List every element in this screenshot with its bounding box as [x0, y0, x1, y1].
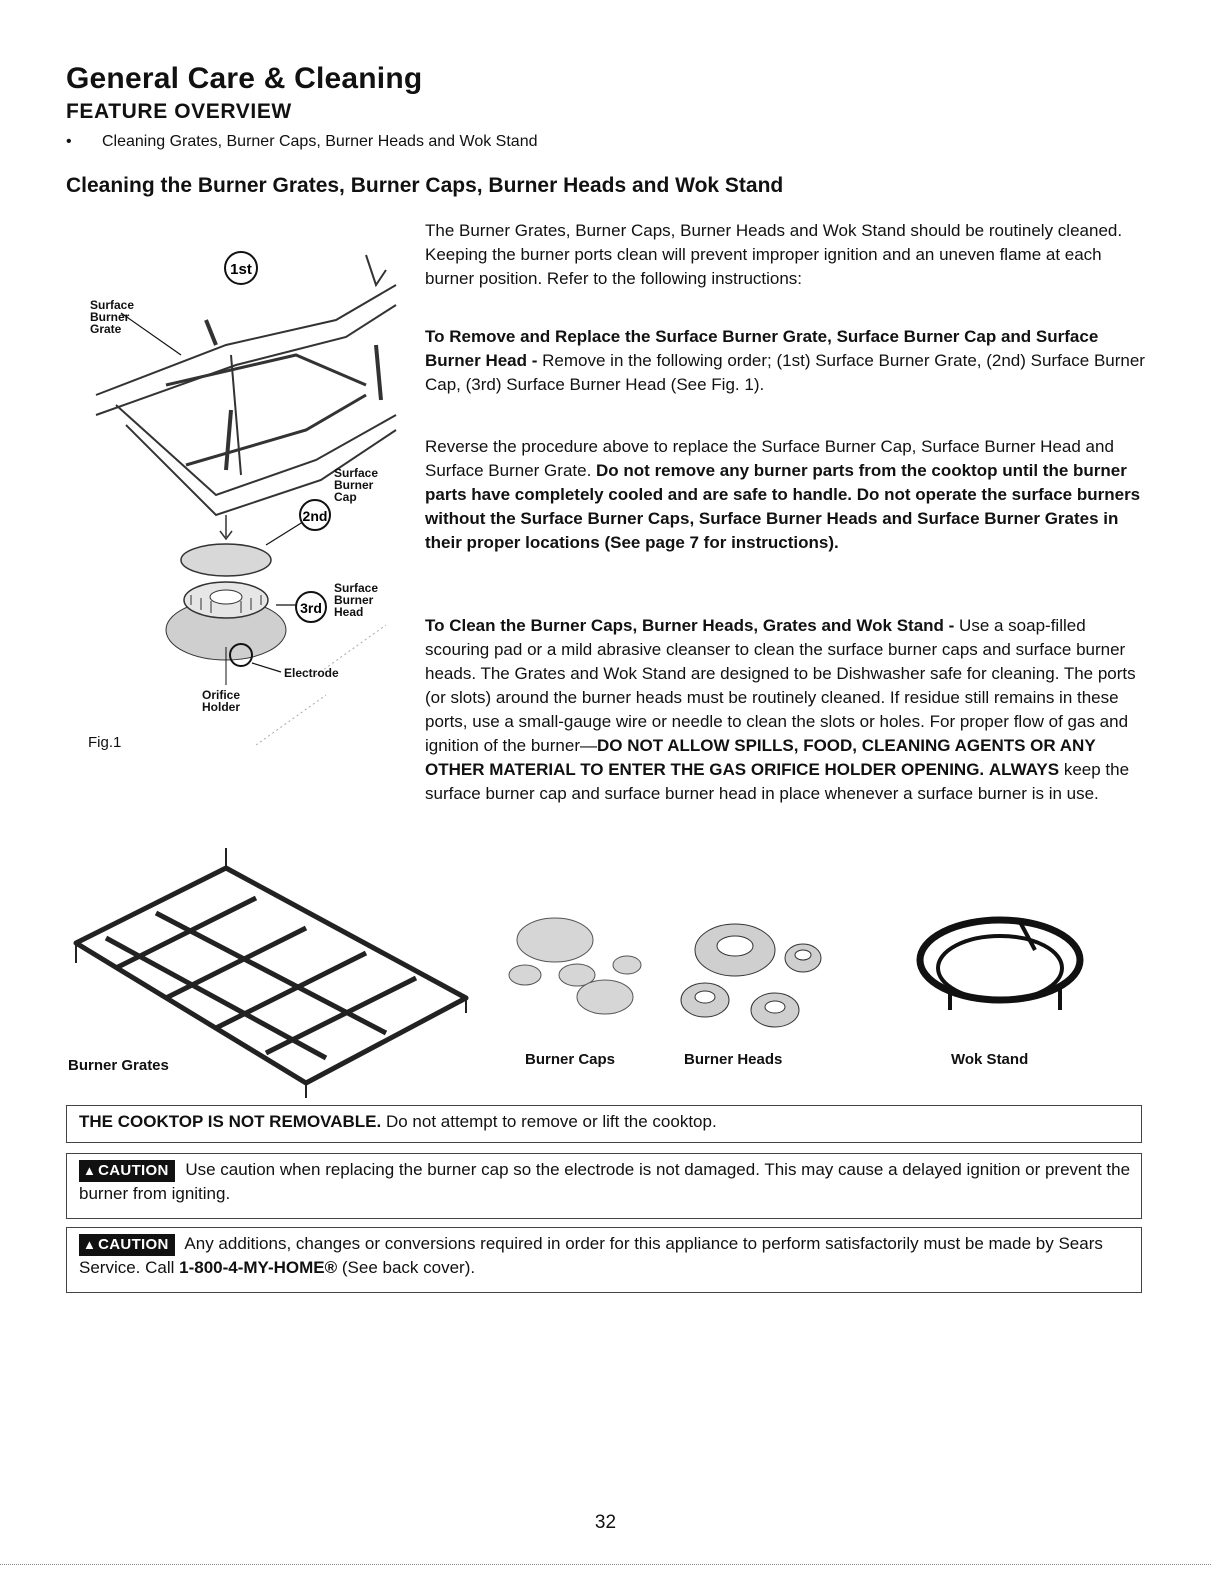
sears-phone: 1-800-4-MY-HOME® [179, 1258, 338, 1277]
not-removable-text: Do not attempt to remove or lift the cooktop. [381, 1112, 717, 1131]
section-subtitle: FEATURE OVERVIEW [66, 100, 292, 123]
clean-paragraph [425, 614, 1150, 806]
clean-warning: DO NOT ALLOW SPILLS, FOOD, CLEANING AGENTS OR ANY OTHER MATERIAL TO ENTER THE GAS ORIFICE HOLDER OPENING. [425, 736, 1096, 779]
not-removable-notice [66, 1105, 1142, 1143]
bullet-text: Cleaning Grates, Burner Caps, Burner Heads and Wok Stand [102, 133, 538, 150]
warning-triangle-icon: ▲ [83, 1237, 97, 1252]
clean-heading: To Clean the Burner Caps, Burner Heads, Grates and Wok Stand - [425, 616, 955, 635]
caution1-text: Use caution when replacing the burner cap so the electrode is not damaged. This may cause a delayed ignition or prevent the burner from igniting. [79, 1160, 1131, 1203]
burner-caps-caption: Burner Caps [525, 1051, 616, 1068]
clean-text: Use a soap-filled scouring pad or a mild abrasive cleanser to clean the surface burner caps and surface burner heads. The Grates and Wok Stand are designed to be Dishwasher safe for cleaning. The ports (or slots) around the burner heads must be routinely cleaned. If residue still remains in these ports, use a small-gauge wire or needle to clean the slots or holes. For proper flow of gas and ignition of the burner [425, 616, 1136, 755]
burner-grates-caption: Burner Grates [68, 1057, 169, 1074]
feature-bullet [66, 133, 538, 151]
step-1st-text: 1st [230, 261, 252, 278]
footer-divider [0, 1564, 1211, 1565]
head-label-2: Burner [334, 593, 374, 607]
grate-label-3: Grate [90, 322, 122, 336]
intro-paragraph: The Burner Grates, Burner Caps, Burner Heads and Wok Stand should be routinely cleaned. Keeping the burner ports clean will prevent improper ignition and an uneven flame at each burner position. Refer to the following instructions: [425, 221, 1123, 288]
caution-badge [79, 1234, 175, 1256]
step-3rd-marker [296, 592, 326, 622]
caution2-text: Any additions, changes or conversions required in order for this appliance to perform satisfactorily must be made by Sears Service. Call [79, 1234, 1103, 1277]
reverse-warning: Do not remove any burner parts from the cooktop until the burner parts have completely cooled and are safe to handle. Do not operate the surface burners without the Surface Burner Caps, Surface Burner Heads and Surface Burner Grates in their proper locations (See page 7 for instructions). [425, 461, 1141, 552]
burner-exploded-diagram [66, 225, 416, 745]
caution-label: CAUTION [98, 1236, 169, 1253]
cap-label-3: Cap [334, 490, 357, 504]
reverse-paragraph [425, 435, 1150, 555]
clean-dash: — [580, 736, 597, 755]
caution2-end: (See back cover). [337, 1258, 476, 1277]
reverse-text: Reverse the procedure above to replace the Surface Burner Cap, Surface Burner Head and Surface Burner Grate. [425, 437, 1114, 480]
orifice-label-1: Orifice [202, 688, 241, 702]
always-word: ALWAYS [988, 760, 1060, 779]
caution-badge [79, 1160, 175, 1182]
down-arrow-icon [220, 515, 232, 539]
orifice-label-2: Holder [202, 700, 241, 714]
step-3rd-text: 3rd [300, 600, 322, 616]
wok-stand-caption: Wok Stand [951, 1051, 1029, 1068]
head-label-3: Head [334, 605, 364, 619]
step-2nd-text: 2nd [302, 508, 328, 524]
caution-notice-2 [66, 1227, 1142, 1293]
burner-heads-caption: Burner Heads [684, 1051, 783, 1068]
page-number: 32 [594, 1512, 617, 1533]
electrode-label: Electrode [284, 666, 339, 680]
bullet-mark: • [66, 133, 72, 150]
remove-paragraph [425, 325, 1150, 397]
warning-triangle-icon: ▲ [83, 1163, 97, 1178]
grate-label-1: Surface [90, 298, 135, 312]
page-title: General Care & Cleaning [66, 62, 423, 95]
burner-cap-drawing [181, 544, 271, 576]
caution-notice-1 [66, 1153, 1142, 1219]
figure-label: Fig.1 [88, 734, 122, 751]
remove-heading: To Remove and Replace the Surface Burner Grate, Surface Burner Cap and Surface Burner Head - [425, 327, 1099, 370]
grate-label-2: Burner [90, 310, 130, 324]
not-removable-bold: THE COOKTOP IS NOT REMOVABLE. [79, 1112, 382, 1131]
cap-label-2: Burner [334, 478, 374, 492]
step-2nd-marker [300, 500, 330, 530]
always-text: keep the surface burner cap and surface burner head in place whenever a surface burner is in use. [425, 760, 1130, 803]
wok-stand-illustration [910, 910, 1090, 1025]
remove-text: Remove in the following order; (1st) Surface Burner Grate, (2nd) Surface Burner Cap, (3rd) Surface Burner Head (See Fig. 1). [425, 351, 1145, 394]
section-heading: Cleaning the Burner Grates, Burner Caps, Burner Heads and Wok Stand [66, 174, 784, 197]
step-1st-marker [225, 252, 257, 284]
head-label-1: Surface [334, 581, 379, 595]
burner-caps-illustration [505, 915, 655, 1025]
burner-heads-illustration [675, 910, 845, 1035]
caution-label: CAUTION [98, 1162, 169, 1179]
cap-label-1: Surface [334, 466, 379, 480]
